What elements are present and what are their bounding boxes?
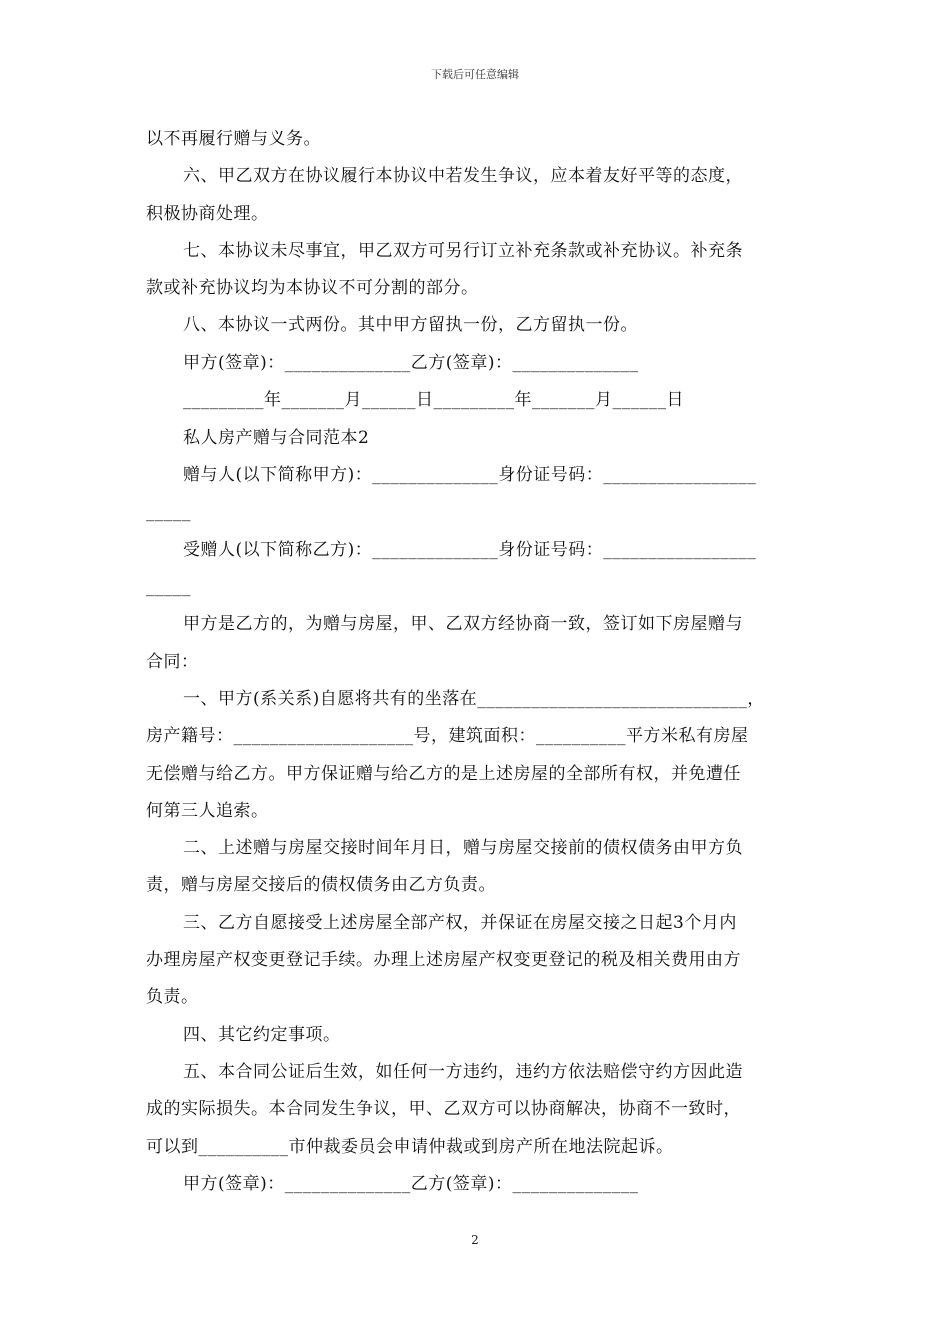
text-line: 四、其它约定事项。 — [183, 1025, 341, 1045]
text-line: 二、上述赠与房屋交接时间年月日，赠与房屋交接前的债权债务由甲方负 — [183, 838, 743, 858]
text-line: 六、甲乙双方在协议履行本协议中若发生争议，应本着友好平等的态度， — [183, 166, 743, 186]
text-line: 可以到__________市仲裁委员会申请仲裁或到房产所在地法院起诉。 — [146, 1137, 674, 1157]
text-line: 积极协商处理。 — [146, 204, 269, 224]
text-line: 五、本合同公证后生效，如任何一方违约，违约方依法赔偿守约方因此造 — [183, 1062, 743, 1082]
text-line: 赠与人(以下简称甲方)：______________身份证号码：_________________ — [183, 465, 757, 485]
section-title: 私人房产赠与合同范本2 — [183, 428, 370, 448]
text-line: 三、乙方自愿接受上述房屋全部产权，并保证在房屋交接之日起3个月内 — [183, 913, 737, 933]
text-line: 成的实际损失。本合同发生争议，甲、乙双方可以协商解决，协商不一致时， — [146, 1099, 741, 1119]
page-number: 2 — [471, 1233, 479, 1247]
page-header: 下载后可任意编辑 — [431, 68, 519, 81]
text-line: 一、甲方(系关系)自愿将共有的坐落在______________________________， — [183, 689, 765, 709]
text-line: 合同： — [146, 652, 199, 672]
text-line: 八、本协议一式两份。其中甲方留执一份，乙方留执一份。 — [183, 315, 638, 335]
text-line: 何第三人追索。 — [146, 801, 269, 821]
text-line: 七、本协议未尽事宜，甲乙双方可另行订立补充条款或补充协议。补充条 — [183, 241, 743, 261]
text-line: 款或补充协议均为本协议不可分割的部分。 — [146, 278, 479, 298]
text-line: 受赠人(以下简称乙方)：______________身份证号码：_________________ — [183, 540, 757, 560]
text-line: _____ — [146, 502, 191, 522]
date-line: _________年_______月______日_________年_______月______日 — [183, 390, 684, 410]
text-line: 无偿赠与给乙方。甲方保证赠与给乙方的是上述房屋的全部所有权，并免遭任 — [146, 764, 741, 784]
text-line: 办理房屋产权变更登记手续。办理上述房屋产权变更登记的税及相关费用由方 — [146, 950, 741, 970]
text-line: 以不再履行赠与义务。 — [146, 129, 321, 149]
text-line: 责，赠与房屋交接后的债权债务由乙方负责。 — [146, 875, 496, 895]
text-line: 房产籍号：____________________号，建筑面积：__________平方米私有房屋 — [146, 726, 749, 746]
text-line: _____ — [146, 577, 191, 597]
signature-line: 甲方(签章)：______________乙方(签章)：______________ — [183, 353, 639, 373]
text-line: 甲方是乙方的，为赠与房屋，甲、乙双方经协商一致，签订如下房屋赠与 — [183, 614, 743, 634]
text-line: 负责。 — [146, 987, 199, 1007]
signature-line: 甲方(签章)：______________乙方(签章)：______________ — [183, 1174, 639, 1194]
